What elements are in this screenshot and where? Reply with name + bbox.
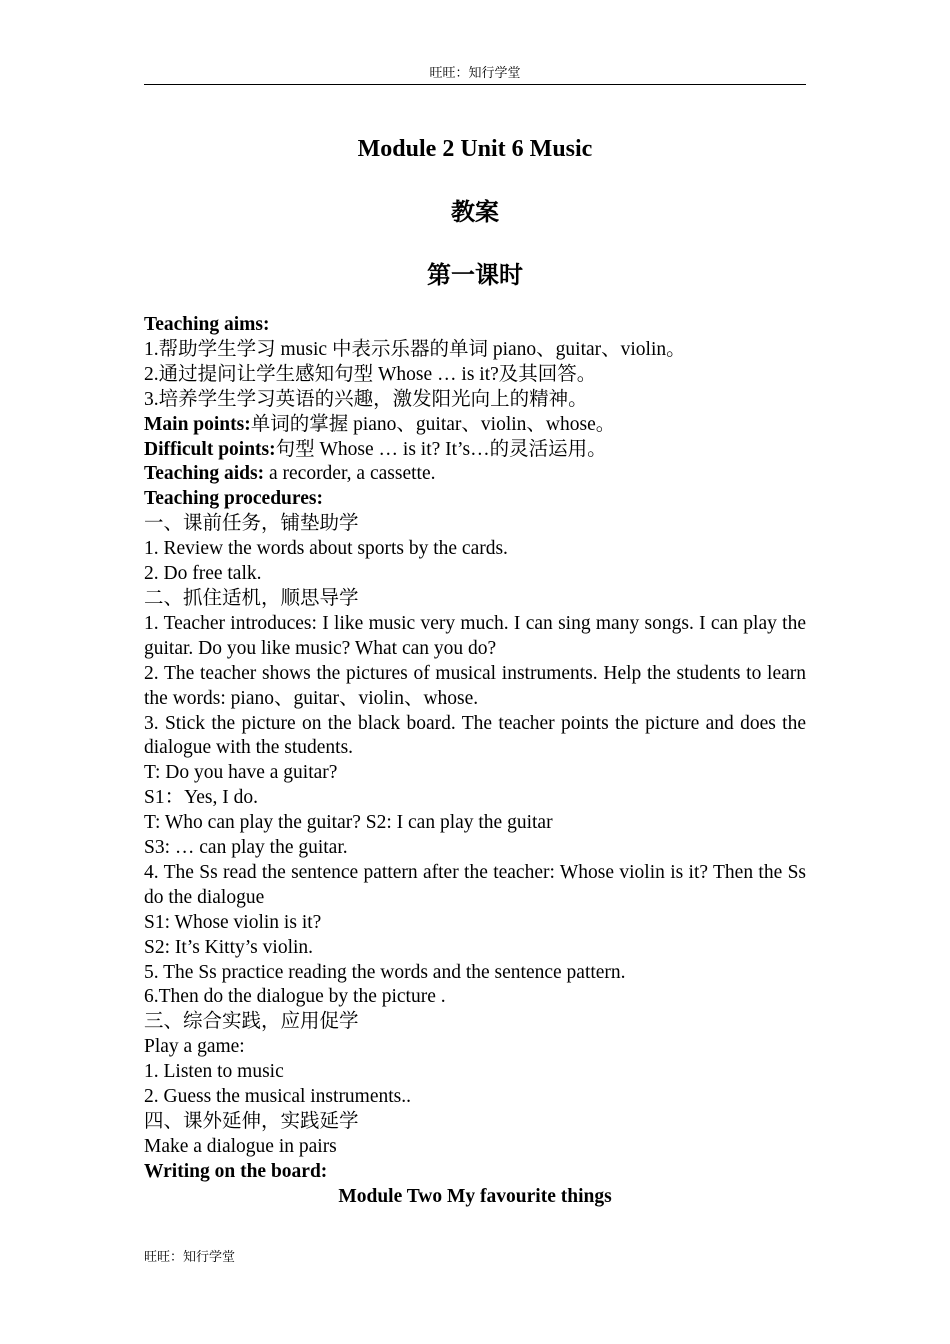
teaching-aims-heading: Teaching aims: (144, 314, 270, 335)
document-title: Module 2 Unit 6 Music (357, 136, 593, 162)
procedure-step: 2. Guess the musical instruments.. (144, 1086, 412, 1108)
document-subtitle: 教案 (451, 200, 499, 226)
dialogue-line: S2: It’s Kitty’s violin. (144, 936, 314, 958)
lesson-plan-body (144, 313, 806, 1210)
procedure-step: Make a dialogue in pairs (144, 1135, 337, 1157)
difficult-points-text: 句型 Whose … is it? It’s…的灵活运用。 (275, 438, 607, 460)
header-divider (144, 84, 806, 85)
dialogue-line: S3: … can play the guitar. (144, 837, 348, 859)
procedure-paragraph: 2. The teacher shows the pictures of musical instruments. Help the students to learn the words: piano、guitar、violin、whose. (144, 662, 806, 709)
teaching-aids-label: Teaching aids: (144, 463, 265, 485)
procedure-paragraph: 3. Stick the picture on the black board. The teacher points the picture and does the dialogue with the students. (144, 712, 806, 759)
procedure-step: 6.Then do the dialogue by the picture . (144, 986, 446, 1008)
dialogue-line: T: Who can play the guitar? S2: I can play the guitar (144, 812, 553, 834)
main-points-label: Main points: (144, 413, 251, 435)
aim-item: 1.帮助学生学习 music 中表示乐器的单词 piano、guitar、violin。 (144, 338, 686, 360)
procedure-step: 2. Do free talk. (144, 563, 262, 585)
dialogue-line: S1: Whose violin is it? (144, 911, 322, 933)
aim-item: 2.通过提问让学生感知句型 Whose … is it?及其回答。 (144, 363, 597, 385)
page-footer: 旺旺：知行学堂 (144, 1249, 236, 1264)
procedure-step: Play a game: (144, 1036, 245, 1058)
teaching-aids-text: a recorder, a cassette. (264, 463, 436, 485)
difficult-points-label: Difficult points: (144, 438, 276, 460)
teaching-aids (144, 462, 806, 487)
procedure-paragraph: 4. The Ss read the sentence pattern after the teacher: Whose violin is it? Then the Ss do the dialogue (144, 861, 806, 908)
section-title: 二、抓住适机，顺思导学 (144, 587, 359, 609)
main-points (144, 413, 806, 438)
dialogue-line: T: Do you have a guitar? (144, 762, 338, 784)
page-header: 旺旺：知行学堂 (429, 65, 521, 80)
section-title: 三、综合实践，应用促学 (144, 1011, 359, 1033)
main-points-text: 单词的掌握 piano、guitar、violin、whose。 (250, 413, 616, 435)
board-title: Module Two My favourite things (338, 1185, 612, 1207)
procedure-step: 1. Review the words about sports by the cards. (144, 538, 508, 560)
dialogue-line: S1：Yes, I do. (144, 787, 258, 809)
procedure-paragraph: 1. Teacher introduces: I like music very much. I can sing many songs. I can play the guitar. Do you like music? What can you do? (144, 612, 806, 659)
aim-item: 3.培养学生学习英语的兴趣，激发阳光向上的精神。 (144, 388, 588, 410)
difficult-points (144, 438, 806, 463)
section-title: 一、课前任务，铺垫助学 (144, 513, 359, 535)
procedure-step: 5. The Ss practice reading the words and the sentence pattern. (144, 961, 626, 983)
lesson-period-title: 第一课时 (427, 263, 523, 289)
section-title: 四、课外延伸，实践延学 (144, 1111, 359, 1132)
teaching-procedures-heading: Teaching procedures: (144, 488, 323, 510)
board-heading: Writing on the board: (144, 1160, 328, 1182)
procedure-step: 1. Listen to music (144, 1061, 284, 1083)
